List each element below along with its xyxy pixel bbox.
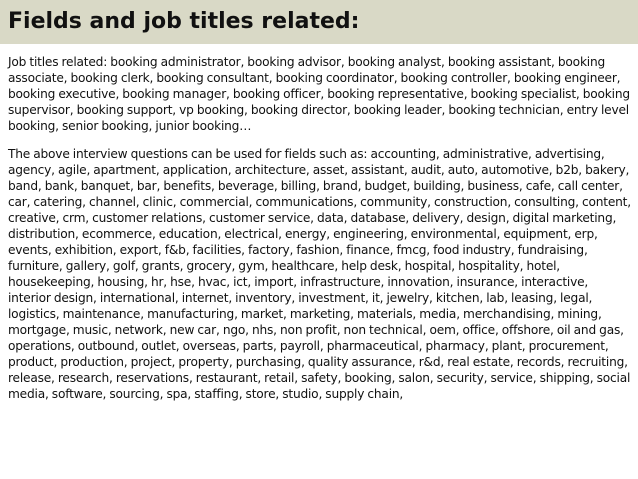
slide-body: [8, 54, 632, 402]
title-bar: [0, 0, 638, 44]
job-titles-paragraph: Job titles related: booking administrator, booking advisor, booking analyst, booking assistant, booking associate, booking clerk, booking consultant, booking coordinator, booking controller, booking engineer, booking executive, booking manager, booking officer, booking representative, booking specialist, booking supervisor, booking support, vp booking, booking director, booking leader, booking technician, entry level booking, senior booking, junior booking…: [8, 55, 630, 133]
slide-title: Fields and job titles related:: [8, 9, 360, 34]
fields-paragraph: The above interview questions can be used for fields such as: accounting, administrative, advertising, agency, agile, apartment, application, architecture, asset, assistant, audit, auto, automotive, b2b, bakery, band, bank, banquet, bar, benefits, beverage, billing, brand, budget, building, business, cafe, call center, car, catering, channel, clinic, commercial, communications, community, construction, consulting, content, creative, crm, customer relations, customer service, data, database, delivery, design, digital marketing, distribution, ecommerce, education, electrical, energy, engineering, environmental, equipment, erp, events, exhibition, export, f&b, facilities, factory, fashion, finance, fmcg, food industry, fundraising, furniture, gallery, golf, grants, grocery, gym, healthcare, help desk, hospital, hospitality, hotel, housekeeping, housing, hr, hse, hvac, ict, import, infrastructure, innovation, insurance, interactive, interior design, international, internet, inventory, investment, it, jewelry, kitchen, lab, leasing, legal, logistics, maintenance, manufacturing, market, marketing, materials, media, merchandising, mining, mortgage, music, network, new car, ngo, nhs, non profit, non technical, oem, office, offshore, oil and gas, operations, outbound, outlet, overseas, parts, payroll, pharmaceutical, pharmacy, plant, procurement, product, production, project, property, purchasing, quality assurance, r&d, real estate, records, recruiting, release, research, reservations, restaurant, retail, safety, booking, salon, security, service, shipping, social media, software, sourcing, spa, staffing, store, studio, supply chain,: [8, 147, 631, 401]
